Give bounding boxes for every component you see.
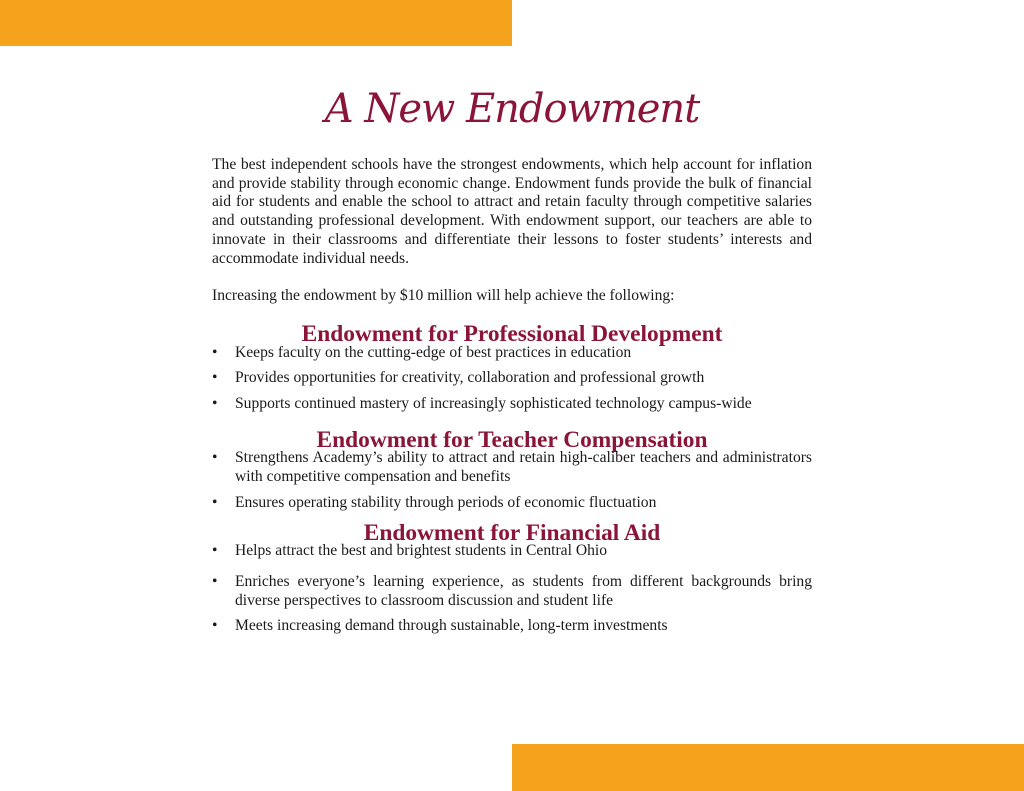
list-item-text: Ensures operating stability through periods of economic fluctuation: [235, 493, 657, 511]
bullet-icon: •: [212, 542, 218, 560]
bottom-accent-bar: [512, 744, 1024, 791]
list-item: [212, 395, 812, 414]
list-item: [212, 449, 812, 486]
section-heading-financial-aid: Endowment for Financial Aid: [363, 519, 661, 546]
list-item-text: Helps attract the best and brightest students in Central Ohio: [235, 542, 608, 560]
document-body: [212, 156, 812, 636]
list-item-text: Meets increasing demand through sustainable, long-term investments: [235, 617, 668, 635]
section-heading-professional-development: Endowment for Professional Development: [301, 320, 723, 347]
bullet-list-financial-aid: [212, 542, 812, 636]
bullet-list-professional-development: [212, 344, 812, 414]
list-item: [212, 344, 812, 363]
bullet-icon: •: [212, 395, 218, 413]
list-item: [212, 542, 812, 561]
list-item-text: Enriches everyone’s learning experience, as students from different backgrounds bring diverse perspectives to classroom discussion and student life: [235, 572, 812, 609]
bullet-icon: •: [212, 617, 218, 635]
list-item: [212, 617, 812, 636]
bullet-icon: •: [212, 369, 218, 387]
lead-sentence: Increasing the endowment by $10 million will help achieve the following:: [212, 287, 675, 305]
list-item-text: Supports continued mastery of increasingly sophisticated technology campus-wide: [235, 395, 752, 413]
list-item: [212, 494, 812, 513]
bullet-icon: •: [212, 449, 218, 467]
bullet-icon: •: [212, 343, 218, 361]
bullet-list-teacher-compensation: [212, 449, 812, 512]
top-accent-bar: [0, 0, 512, 46]
section-heading-teacher-compensation: Endowment for Teacher Compensation: [316, 426, 708, 453]
list-item-text: Keeps faculty on the cutting-edge of best practices in education: [235, 343, 632, 361]
bullet-icon: •: [212, 493, 218, 511]
list-item-text: Provides opportunities for creativity, collaboration and professional growth: [235, 369, 705, 387]
list-item-text: Strengthens Academy’s ability to attract and retain high-caliber teachers and administrators with competitive compensation and benefits: [235, 449, 812, 486]
list-item: [212, 369, 812, 388]
list-item: [212, 573, 812, 610]
bullet-icon: •: [212, 572, 218, 590]
page-title: A New Endowment: [324, 86, 700, 132]
intro-paragraph: The best independent schools have the strongest endowments, which help account for inflation and provide stability through economic change. Endowment funds provide the bulk of financial aid for students and enable the school to attract and retain faculty through competitive salaries and outstanding professional development. With endowment support, our teachers are able to innovate in their classrooms and differentiate their lessons to foster students’ interests and accommodate individual needs.: [212, 156, 812, 267]
